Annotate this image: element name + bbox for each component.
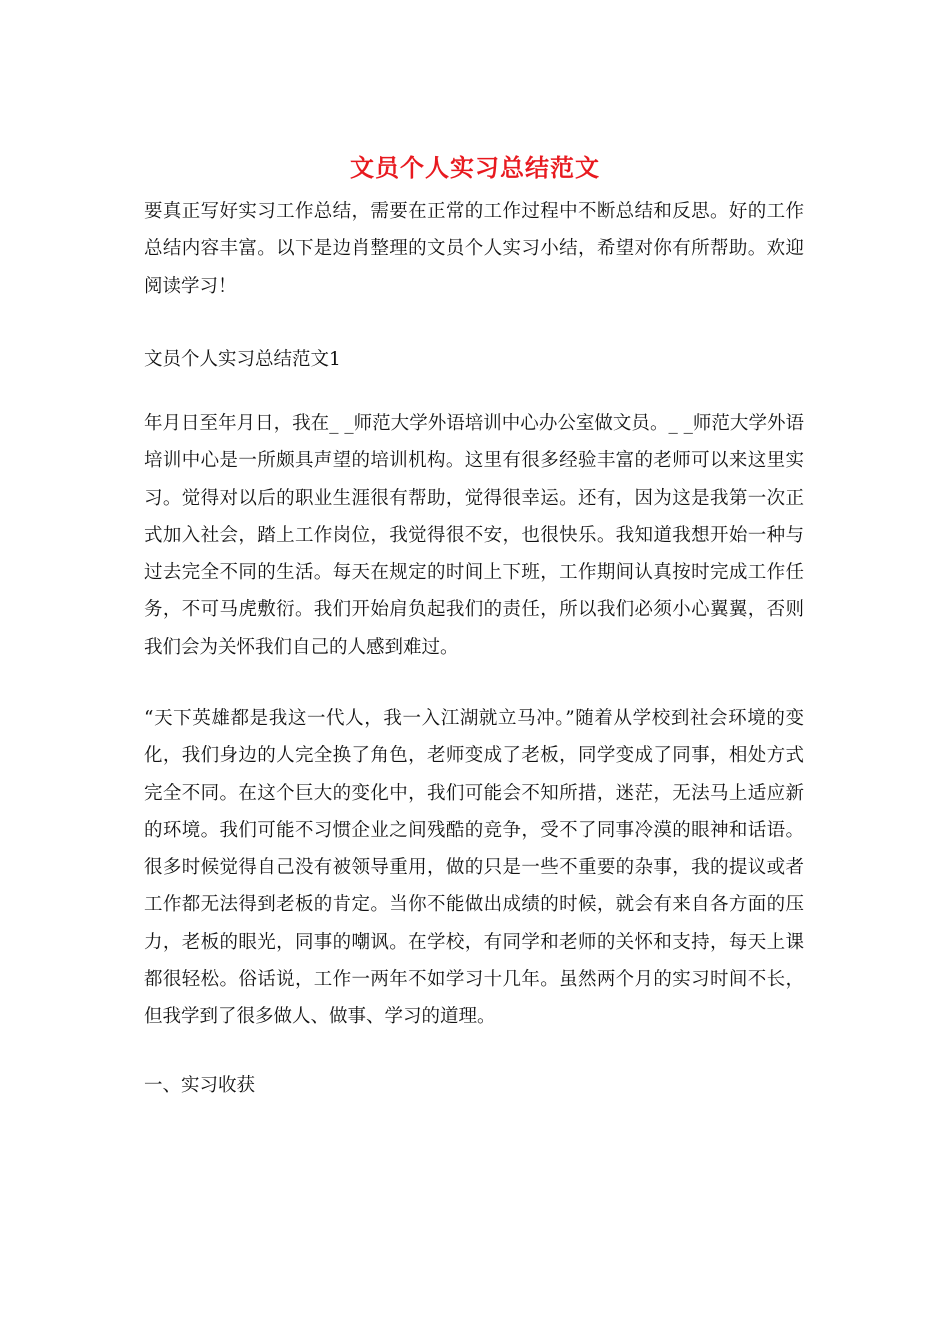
body-paragraph-2: “天下英雄都是我这一代人，我一入江湖就立马冲。”随着从学校到社会环境的变化，我们身边的人完全换了角色，老师变成了老板，同学变成了同事，相处方式完全不同。在这个巨大的变化中，我们可能会不知所措，迷茫，无法马上适应新的环境。我们可能不习惯企业之间残酷的竞争，受不了同事冷漠的眼神和话语。很多时候觉得自己没有被领导重用，做的只是一些不重要的杂事，我的提议或者工作都无法得到老板的肯定。当你不能做出成绩的时候，就会有来自各方面的压力，老板的眼光，同事的嘲讽。在学校，有同学和老师的关怀和支持，每天上课都很轻松。俗话说，工作一两年不如学习十几年。虽然两个月的实习时间不长，但我学到了很多做人、做事、学习的道理。: [144, 708, 804, 1028]
subheading-internship-gains: 一、实习收获: [144, 1075, 256, 1096]
document-title: 文员个人实习总结范文: [350, 153, 600, 182]
intro-paragraph: 要真正写好实习工作总结，需要在正常的工作过程中不断总结和反思。好的工作总结内容丰富。以下是边肖整理的文员个人实习小结，希望对你有所帮助。欢迎阅读学习！: [144, 201, 804, 297]
body-paragraph-1: 年月日至年月日，我在_ _师范大学外语培训中心办公室做文员。_ _师范大学外语培训中心是一所颇具声望的培训机构。这里有很多经验丰富的老师可以来这里实习。觉得对以后的职业生涯很有帮助，觉得很幸运。还有，因为这是我第一次正式加入社会，踏上工作岗位，我觉得很不安，也很快乐。我知道我想开始一种与过去完全不同的生活。每天在规定的时间上下班，工作期间认真按时完成工作任务，不可马虎敷衍。我们开始肩负起我们的责任，所以我们必须小心翼翼，否则我们会为关怀我们自己的人感到难过。: [144, 413, 804, 658]
section-heading: 文员个人实习总结范文1: [144, 349, 341, 370]
